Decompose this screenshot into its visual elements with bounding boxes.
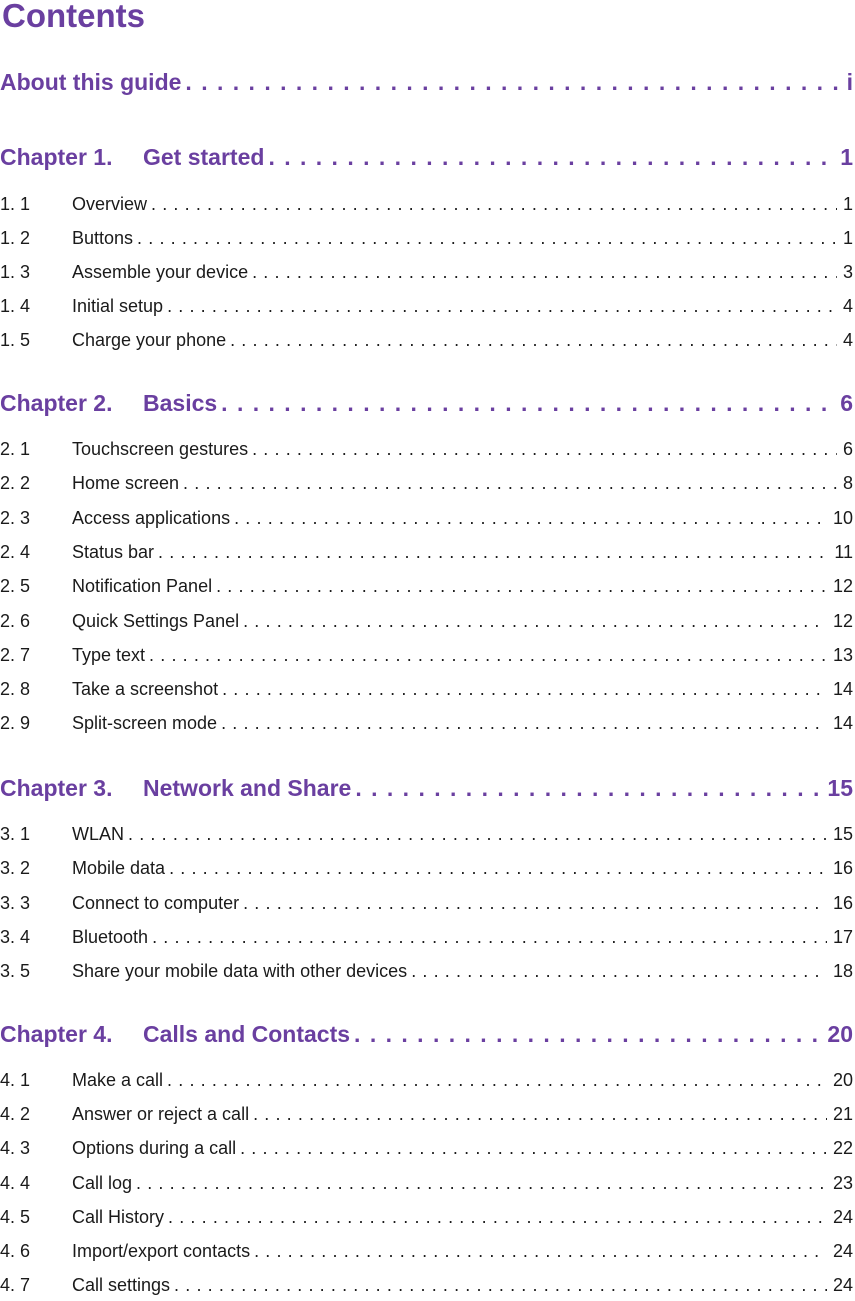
dot-leader [355, 773, 821, 803]
toc-section[interactable] [0, 609, 853, 633]
toc-section[interactable] [0, 856, 853, 880]
section-title: Assemble your device [72, 262, 249, 282]
dot-leader [234, 506, 827, 530]
toc-section[interactable] [0, 260, 853, 284]
dot-leader [252, 260, 837, 284]
toc-chapter-2[interactable] [0, 388, 853, 418]
dot-leader [168, 1205, 827, 1229]
section-page: 16 [832, 893, 853, 913]
dot-leader [268, 142, 834, 172]
chapter-title: Calls and Contacts [143, 1021, 351, 1047]
toc-section[interactable] [0, 540, 853, 564]
chapter-title: Get started [143, 144, 265, 170]
section-title: Call History [72, 1207, 165, 1227]
toc-section[interactable] [0, 1171, 853, 1195]
dot-leader [151, 192, 837, 216]
section-page: 24 [832, 1275, 853, 1295]
section-title: Import/export contacts [72, 1241, 251, 1261]
toc-chapter-3[interactable] [0, 773, 853, 803]
section-number: 2. 9 [0, 713, 31, 733]
section-title: Take a screenshot [72, 679, 219, 699]
section-title: Type text [72, 645, 146, 665]
toc-chapter-1[interactable] [0, 142, 853, 172]
dot-leader [221, 388, 834, 418]
section-number: 4. 2 [0, 1104, 31, 1124]
section-title: Touchscreen gestures [72, 439, 249, 459]
section-page: 8 [842, 473, 853, 493]
dot-leader [252, 437, 837, 461]
toc-section[interactable] [0, 1205, 853, 1229]
page-title: Contents [2, 0, 145, 34]
toc-section[interactable] [0, 925, 853, 949]
section-title: Bluetooth [72, 927, 149, 947]
dot-leader [174, 1273, 827, 1297]
section-number: 2. 4 [0, 542, 31, 562]
dot-leader [216, 574, 827, 598]
section-title: Answer or reject a call [72, 1104, 250, 1124]
section-number: 2. 1 [0, 439, 31, 459]
section-title: Mobile data [72, 858, 166, 878]
section-page: 18 [832, 961, 853, 981]
chapter-page: 1 [840, 144, 853, 170]
chapter-title: Network and Share [143, 775, 352, 801]
section-number: 3. 4 [0, 927, 31, 947]
section-number: 2. 7 [0, 645, 31, 665]
chapter-label: Chapter 2. [0, 390, 113, 416]
section-page: 12 [832, 611, 853, 631]
section-number: 4. 6 [0, 1241, 31, 1261]
section-title: Call settings [72, 1275, 171, 1295]
dot-leader [253, 1102, 827, 1126]
section-number: 2. 2 [0, 473, 31, 493]
dot-leader [222, 677, 827, 701]
section-page: 20 [832, 1070, 853, 1090]
dot-leader [183, 471, 837, 495]
section-number: 3. 2 [0, 858, 31, 878]
toc-section[interactable] [0, 959, 853, 983]
section-title: Charge your phone [72, 330, 227, 350]
section-title: Quick Settings Panel [72, 611, 240, 631]
dot-leader [167, 294, 837, 318]
section-number: 4. 5 [0, 1207, 31, 1227]
dot-leader [136, 1171, 827, 1195]
chapter-page: 15 [827, 775, 853, 801]
toc-section[interactable] [0, 643, 853, 667]
dot-leader [243, 891, 827, 915]
section-number: 1. 1 [0, 194, 31, 214]
section-page: 22 [832, 1138, 853, 1158]
section-page: 14 [832, 713, 853, 733]
toc-section[interactable] [0, 891, 853, 915]
toc-section[interactable] [0, 437, 853, 461]
toc-chapter-4[interactable] [0, 1019, 853, 1049]
section-number: 4. 3 [0, 1138, 31, 1158]
section-page: 24 [832, 1207, 853, 1227]
section-page: 4 [842, 330, 853, 350]
section-title: Share your mobile data with other devices [72, 961, 408, 981]
section-title: Overview [72, 194, 148, 214]
dot-leader [169, 856, 827, 880]
toc-section[interactable] [0, 506, 853, 530]
section-page: 4 [842, 296, 853, 316]
section-title: WLAN [72, 824, 125, 844]
section-page: 10 [832, 508, 853, 528]
section-title: Home screen [72, 473, 180, 493]
dot-leader [185, 67, 840, 97]
section-title: Call log [72, 1173, 133, 1193]
toc-section[interactable] [0, 574, 853, 598]
section-page: 21 [832, 1104, 853, 1124]
dot-leader [128, 822, 827, 846]
section-number: 2. 3 [0, 508, 31, 528]
dot-leader [230, 328, 837, 352]
section-page: 23 [832, 1173, 853, 1193]
chapter-page: 20 [827, 1021, 853, 1047]
toc-entry-page: i [846, 69, 853, 95]
section-page: 14 [832, 679, 853, 699]
toc-section[interactable] [0, 1102, 853, 1126]
dot-leader [221, 711, 827, 735]
dot-leader [411, 959, 827, 983]
dot-leader [167, 1068, 827, 1092]
section-title: Initial setup [72, 296, 164, 316]
section-title: Make a call [72, 1070, 164, 1090]
toc-entry-title: About this guide [0, 69, 182, 95]
section-title: Options during a call [72, 1138, 237, 1158]
toc-section[interactable] [0, 1273, 853, 1297]
dot-leader [354, 1019, 821, 1049]
section-number: 4. 4 [0, 1173, 31, 1193]
dot-leader [158, 540, 828, 564]
dot-leader [243, 609, 827, 633]
section-number: 1. 2 [0, 228, 31, 248]
section-page: 17 [832, 927, 853, 947]
toc-section[interactable] [0, 471, 853, 495]
toc-section[interactable] [0, 822, 853, 846]
toc-section[interactable] [0, 226, 853, 250]
section-number: 1. 5 [0, 330, 31, 350]
section-page: 13 [832, 645, 853, 665]
chapter-page: 6 [840, 390, 853, 416]
section-number: 2. 6 [0, 611, 31, 631]
section-title: Buttons [72, 228, 134, 248]
section-number: 4. 1 [0, 1070, 31, 1090]
section-number: 3. 5 [0, 961, 31, 981]
toc-section[interactable] [0, 677, 853, 701]
section-number: 1. 4 [0, 296, 31, 316]
dot-leader [240, 1136, 827, 1160]
chapter-label: Chapter 3. [0, 775, 113, 801]
section-number: 3. 1 [0, 824, 31, 844]
section-page: 11 [834, 542, 853, 562]
section-page: 3 [842, 262, 853, 282]
section-page: 15 [832, 824, 853, 844]
toc-section[interactable] [0, 328, 853, 352]
toc-section[interactable] [0, 294, 853, 318]
section-page: 1 [842, 194, 853, 214]
section-number: 4. 7 [0, 1275, 31, 1295]
section-title: Connect to computer [72, 893, 240, 913]
toc-section[interactable] [0, 711, 853, 735]
section-page: 6 [842, 439, 853, 459]
toc-section[interactable] [0, 192, 853, 216]
section-page: 1 [842, 228, 853, 248]
section-title: Notification Panel [72, 576, 213, 596]
section-title: Status bar [72, 542, 155, 562]
toc-section[interactable] [0, 1136, 853, 1160]
toc-section[interactable] [0, 1068, 853, 1092]
section-page: 16 [832, 858, 853, 878]
section-title: Access applications [72, 508, 231, 528]
dot-leader [152, 925, 827, 949]
section-number: 3. 3 [0, 893, 31, 913]
dot-leader [254, 1239, 827, 1263]
toc-section[interactable] [0, 1239, 853, 1263]
dot-leader [149, 643, 827, 667]
section-number: 1. 3 [0, 262, 31, 282]
chapter-label: Chapter 4. [0, 1021, 113, 1047]
dot-leader [137, 226, 837, 250]
section-page: 24 [832, 1241, 853, 1261]
section-number: 2. 5 [0, 576, 31, 596]
section-title: Split-screen mode [72, 713, 218, 733]
section-page: 12 [832, 576, 853, 596]
toc-entry-about[interactable] [0, 67, 853, 97]
chapter-label: Chapter 1. [0, 144, 113, 170]
chapter-title: Basics [143, 390, 218, 416]
section-number: 2. 8 [0, 679, 31, 699]
